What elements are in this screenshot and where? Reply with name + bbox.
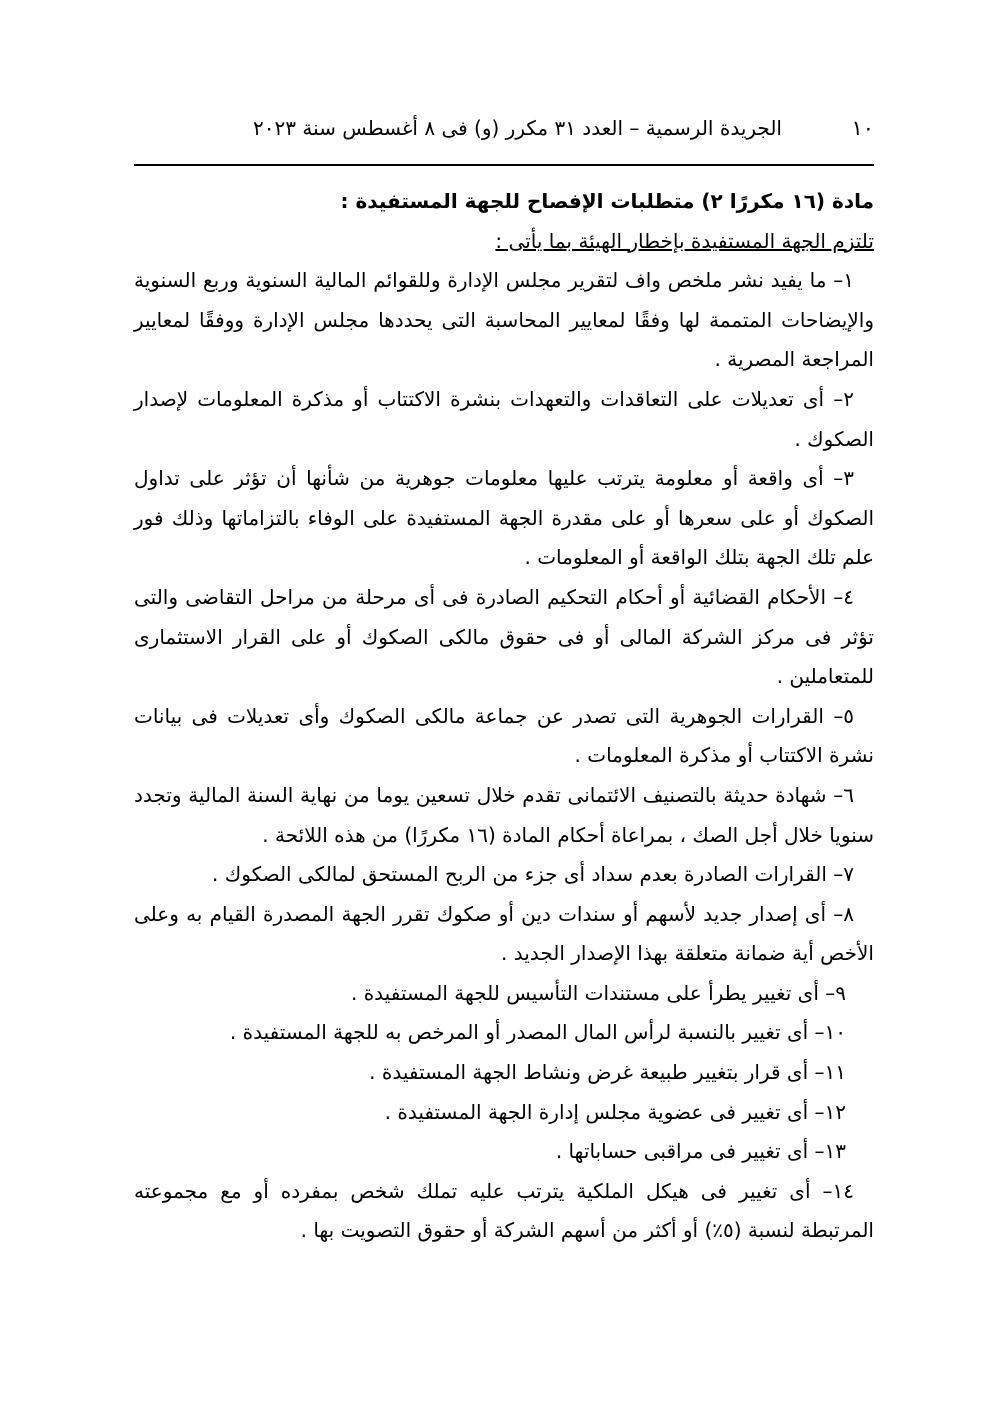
disclosure-item-6: ٦– شهادة حديثة بالتصنيف الائتمانى تقدم خلال تسعين يوما من نهاية السنة المالية وتجدد سنويا خلال أجل الصك ، بمراعاة أحكام المادة (١٦ مكررًا) من هذه اللائحة .	[134, 782, 874, 847]
article-body	[134, 182, 874, 1251]
disclosure-item-12: ١٢– أى تغيير فى عضوية مجلس إدارة الجهة المستفيدة .	[384, 1099, 846, 1124]
disclosure-item-7: ٧– القرارات الصادرة بعدم سداد أى جزء من الربح المستحق لمالكى الصكوك .	[212, 862, 854, 887]
disclosure-item-11: ١١– أى قرار بتغيير طبيعة غرض ونشاط الجهة المستفيدة .	[369, 1060, 846, 1085]
disclosure-item-8: ٨– أى إصدار جديد لأسهم أو سندات دين أو صكوك تقرر الجهة المصدرة القيام به وعلى الأخص أية ضمانة متعلقة بهذا الإصدار الجديد .	[134, 901, 874, 966]
article-intro-text: تلتزم الجهة المستفيدة بإخطار الهيئة بما يأتى :	[495, 228, 874, 253]
disclosure-item-4: ٤– الأحكام القضائية أو أحكام التحكيم الصادرة فى أى مرحلة من مراحل التقاضى والتى تؤثر فى مركز الشركة المالى أو فى حقوق مالكى الصكوك أو على القرار الاستثمارى للمتعاملين .	[134, 584, 874, 689]
disclosure-item-3: ٣– أى واقعة أو معلومة يترتب عليها معلومات جوهرية من شأنها أن تؤثر على تداول الصكوك أو على سعرها أو على مقدرة الجهة المستفيدة على الوفاء بالتزاماتها وذلك فور علم تلك الجهة بتلك الواقعة أو المعلومات .	[134, 466, 874, 570]
gazette-header-title: الجريدة الرسمية – العدد ٣١ مكرر (و) فى ٨ أغسطس سنة ٢٠٢٣	[253, 116, 782, 140]
disclosure-item-5: ٥– القرارات الجوهرية التى تصدر عن جماعة مالكى الصكوك وأى تعديلات فى بيانات نشرة الاكتتاب أو مذكرة المعلومات .	[134, 703, 874, 768]
disclosure-item-14: ١٤– أى تغيير فى هيكل الملكية يترتب عليه تملك شخص بمفرده أو مع مجموعته المرتبطة لنسبة (٥٪) أو أكثر من أسهم الشركة أو حقوق التصويت بها .	[134, 1178, 874, 1243]
article-title: مادة (١٦ مكررًا ٢) متطلبات الإفصاح للجهة المستفيدة :	[340, 189, 874, 213]
disclosure-item-10: ١٠– أى تغيير بالنسبة لرأس المال المصدر أو المرخص به للجهة المستفيدة .	[229, 1020, 846, 1045]
disclosure-item-2: ٢– أى تعديلات على التعاقدات والتعهدات بنشرة الاكتتاب أو مذكرة المعلومات لإصدار الصكوك .	[134, 386, 874, 451]
disclosure-item-1: ١– ما يفيد نشر ملخص واف لتقرير مجلس الإدارة وللقوائم المالية السنوية وربع السنوية والإيضاحات المتممة لها وفقًا لمعايير المحاسبة التى يحددها مجلس الإدارة ووفقًا لمعايير المراجعة المصرية .	[134, 268, 874, 372]
header-divider	[134, 164, 874, 166]
page-number: ١٠	[851, 116, 874, 140]
disclosure-item-9: ٩– أى تغيير يطرأ على مستندات التأسيس للجهة المستفيدة .	[350, 980, 846, 1005]
disclosure-item-13: ١٣– أى تغيير فى مراقبى حساباتها .	[555, 1139, 846, 1164]
article-intro	[134, 222, 874, 262]
page-header	[134, 116, 874, 156]
